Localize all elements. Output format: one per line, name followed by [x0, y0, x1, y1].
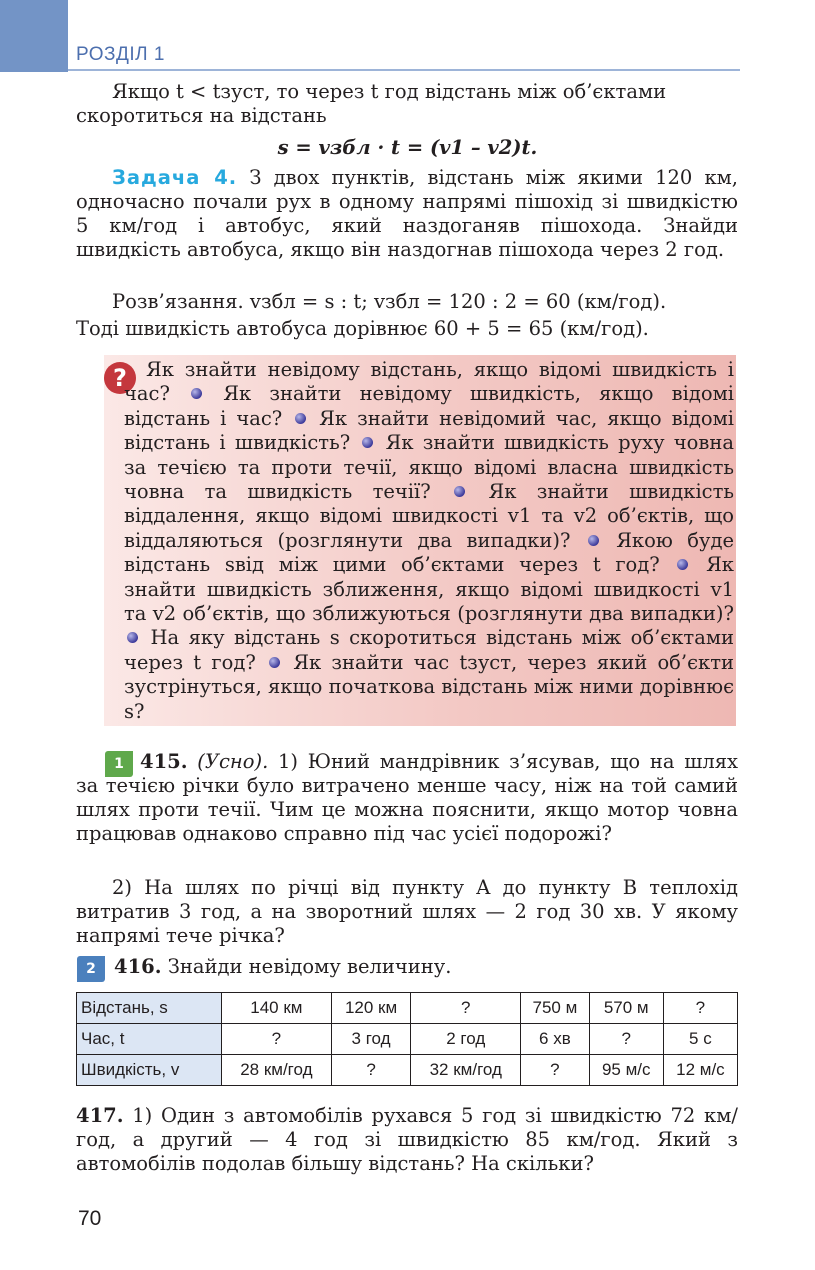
table-row-label: Відстань, s: [77, 993, 222, 1024]
ex417-number: 417.: [76, 1104, 124, 1127]
question-1: Як знайти невідому відстань, якщо відомі швидкість і час?: [124, 358, 734, 406]
page-number: 70: [78, 1207, 102, 1230]
ex415-part2: 2) На шлях по річці від пункту A до пункту B теплохід витратив 3 год, а на зворотний шлях — 2 год 30 хв. У якому напрямі тече річка?: [76, 876, 738, 947]
question-7: Як знайти швидкість зближення, якщо відомі швидкості v1 та v2 об’єктів, що зближуються (розглянути два випадки)?: [124, 553, 734, 626]
bullet-dot-icon: [362, 437, 373, 448]
table-cell: 28 км/год: [222, 1055, 332, 1086]
ex416-number: 416.: [114, 955, 162, 978]
question-8: На яку відстань s скоротиться відстань між об’єктами через t год?: [124, 626, 734, 674]
table-row: [77, 1024, 738, 1055]
table-row: [77, 1055, 738, 1086]
ex416-text: Знайди невідому величину.: [167, 955, 452, 978]
question-6: Якою буде відстань sвід між цими об’єктами через t год?: [124, 528, 734, 577]
bullet-dot-icon: [295, 413, 306, 424]
bullet-dot-icon: [269, 657, 280, 668]
table-cell: ?: [521, 1055, 590, 1086]
table-cell: 120 км: [331, 993, 411, 1024]
questions-text: [124, 358, 734, 724]
table-cell: ?: [589, 1024, 663, 1055]
question-3: Як знайти невідомий час, якщо відомі відстань і швидкість?: [124, 406, 734, 455]
header-divider: [68, 69, 740, 71]
question-mark-icon: ?: [104, 362, 136, 394]
table-cell: 6 хв: [521, 1024, 590, 1055]
level-1-icon: 1: [105, 751, 133, 777]
question-4: Як знайти швидкість руху човна за течією та проти течії, якщо відомі власна швидкість човна та швидкість течії?: [124, 431, 735, 504]
bullet-dot-icon: [677, 559, 688, 570]
ex416-heading: [76, 955, 738, 979]
ex415-part1: [76, 750, 738, 846]
question-9: Як знайти час tзуст, через який об’єкти зустрінуться, якщо початкова відстань між ними дорівнює s?: [124, 650, 735, 723]
bullet-dot-icon: [127, 632, 138, 643]
table-cell: 2 год: [411, 1024, 521, 1055]
question-2: Як знайти невідому швидкість, якщо відомі відстань і час?: [124, 382, 734, 430]
intro-line1: [76, 80, 738, 104]
table-cell: ?: [222, 1024, 332, 1055]
task4-label: Задача 4.: [112, 166, 238, 189]
table-cell: 12 м/с: [663, 1055, 737, 1086]
ex416-table: [76, 992, 738, 1086]
question-5: Як знайти швидкість віддалення, якщо відомі швидкості v1 та v2 об’єктів, що віддаляються (розглянути два випадки)?: [124, 480, 735, 552]
table-cell: 570 м: [589, 993, 663, 1024]
ex415-part1-text: 1) Юний мандрівник з’ясував, що на шлях за течією річки було витрачено менше часу, ніж на той самий шлях проти течії. Чим це можна пояснити, якщо мотор човна працював однаково справно під час усієї подорожі?: [76, 750, 739, 845]
intro-formula: s = vзбл · t = (v1 – v2)t.: [277, 136, 538, 159]
table-cell: 750 м: [521, 993, 590, 1024]
intro-line2: скоротиться на відстань: [76, 104, 327, 127]
level-2-icon: 2: [77, 956, 105, 982]
header-corner-block: [0, 0, 68, 72]
ex417-text: 1) Один з автомобілів рухався 5 год зі швидкістю 72 км/год, а другий — 4 год зі швидкістю 85 км/год. Який з автомобілів подолав більшу відстань? На скільки?: [76, 1104, 738, 1175]
table-cell: 95 м/с: [589, 1055, 663, 1086]
table-cell: 140 км: [222, 993, 332, 1024]
ex415-note: (Усно).: [197, 750, 269, 773]
task4-paragraph: [76, 166, 738, 262]
table-cell: 32 км/год: [411, 1055, 521, 1086]
table-row-label: Час, t: [77, 1024, 222, 1055]
ex417-paragraph: [76, 1104, 738, 1176]
table-cell: 5 с: [663, 1024, 737, 1055]
ex415-number: 415.: [140, 750, 188, 773]
table-cell: 3 год: [331, 1024, 411, 1055]
section-label: РОЗДІЛ 1: [76, 44, 165, 65]
table-cell: ?: [331, 1055, 411, 1086]
table-row-label: Швидкість, v: [77, 1055, 222, 1086]
task4-solution-line1: Розв’язання. vзбл = s : t; vзбл = 120 : 2 = 60 (км/год).: [112, 290, 667, 313]
table-cell: ?: [411, 993, 521, 1024]
task4-solution-line2: Тоді швидкість автобуса дорівнює 60 + 5 = 65 (км/год).: [76, 317, 649, 340]
intro-line1-text: Якщо t < tзуст, то через t год відстань між об’єктами: [112, 80, 667, 103]
table-cell: ?: [663, 993, 737, 1024]
bullet-dot-icon: [588, 535, 599, 546]
bullet-dot-icon: [191, 388, 202, 399]
task4-text: З двох пунктів, відстань між якими 120 км, одночасно почали рух в одному напрямі пішохід зі швидкістю 5 км/год і автобус, який наздоганяв пішохода. Знайди швидкість автобуса, якщо він наздогнав пішохода через 2 год.: [76, 166, 739, 261]
table-row: [77, 993, 738, 1024]
bullet-dot-icon: [454, 486, 465, 497]
